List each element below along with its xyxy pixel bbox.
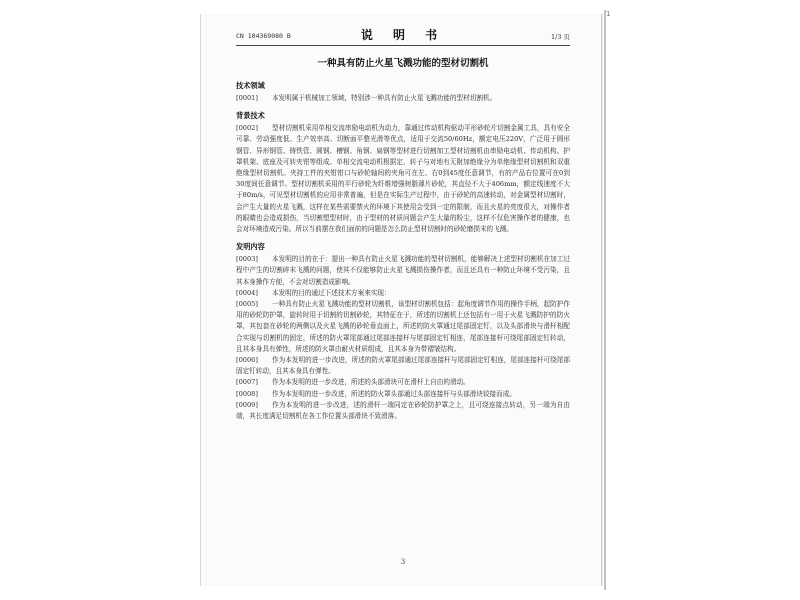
page-of-total: 1/3 页: [550, 33, 570, 41]
page-title: 一种具有防止火星飞溅功能的型材切割机: [317, 58, 489, 69]
paragraph: [236, 93, 570, 104]
page-number: 3: [400, 558, 406, 566]
paragraph-text: 本发明属于机械加工领域，特别涉一种具有防止火星飞溅功能的型材切割机。: [271, 94, 497, 102]
document-body: [236, 80, 570, 422]
paragraph-text: 作为本发明的进一步改进，述的滑杆一端同定在砂轮防护罩之上，且可绕连接点转动，另一端为自由端，其长度满足切割机在各工作位置头部滑块不致滑落。: [236, 400, 570, 421]
paragraph: [236, 377, 570, 388]
paragraph-number: [0008]: [236, 389, 258, 398]
paragraph-number: [0009]: [236, 400, 258, 409]
paragraph-text: 作为本发明的进一步改进，所述的头部滑块可在滑杆上自由的滑动。: [271, 378, 470, 387]
paragraph-text: 本发明的目的在于：提出一种具有防止火星飞溅功能的型材切割机，能够解决上述型材切割机在加工过程中产生的切割碎末飞溅的问题，使其不仅能够防止火星飞溅损伤操作者，而且还具有一种防止环境不受污染，且其本身操作方便，不会对切割造成影响。: [236, 255, 570, 286]
paragraph: [236, 254, 570, 288]
paragraph-text: 作为本发明的进一步改进，所述的防火罩尾部通过尾部连接杆与尾部固定钉相连，尾部连接杆可绕尾部固定钉转动，且其本身具有弹性。: [236, 356, 570, 376]
paragraph: [236, 400, 570, 422]
paragraph-number: [0002]: [236, 124, 258, 133]
section-heading-background: 背景技术: [236, 111, 265, 121]
paragraph: [236, 288, 570, 299]
paragraph-text: 本发明的目的通过下述技术方案来实现：: [271, 288, 391, 297]
header-divider: [236, 45, 570, 46]
page-corner-mark: 1: [606, 10, 611, 18]
section-heading-tech-field: 技术领域: [236, 81, 265, 90]
paragraph-number: [0005]: [236, 300, 258, 309]
page-header: [236, 24, 570, 44]
paragraph: [236, 389, 570, 400]
paragraph: [236, 355, 570, 377]
paragraph-text: 一种具有防止火星飞溅功能的型材切割机，该型材切割机包括：起角度调节作用的操作手柄，起防护作用的砂轮防护罩，旋转时用于切割的切割砂轮，其特征在于，所述的切割机上还包括有一用于火星飞溅防护的防火罩，其包套在砂轮的两侧以及火星飞溅的砂轮垂直面上，所述的防火罩通过尾部固定钉，以及头部滑块与滑杆相配合实现与切割机的固定，所述的防火罩尾部通过尾部连接杆与尾部固定钉相连，尾部连接杆可绕尾部固定钉转动，且其本身具有弹性，所述的防火罩由耐火材质组成，且其本身为带褶皱结构。: [236, 300, 570, 353]
paragraph-number: [0006]: [236, 356, 258, 365]
paragraph-text: 型材切割机采用单相交流串励电动机为动力，靠通过传动机构驱动平形砂轮片切割金属工具，具有安全可靠、劳动强度低、生产效率高、切断面平整光滑等优点，适用于交流50/60Hz，额定电压220V，广泛用于圆形钢管、异形钢管、铸铁管、圆钢、槽钢、角钢、扁钢等型材进行切割加工型材切割机由串励电动机、传动机构、护罩机架、底座及可转夹钳等组成。单相交流电动机根据定、转子与对地有无附加绝缘分为单绝缘型材切割机和双重绝缘型材切割机。夹持工件的夹钳钳口与砂轮轴间的夹角可在左、右0到45度任意调节，有的产品右位置可在0到30度间任意调节。型材切割机采用的平行砂轮为纤维增强树脂薄片砂轮，其直径不大于406mm，额定线速度不大于80m/s，可见型材切割机的应用非常普遍，但是在实际生产过程中，由于砂轮的高速转动，对金属型材切割时，会产生大量的火星飞溅，这样在某些需要禁火的环境下其使用会受到一定的限制，而且火星的亮度很大，对操作者的眼睛也会造成损伤，当切割塑型材时，由于型材的材质问题会产生大量的粉尘，这样不仅危害操作者的健康，也会对环境造成污染。所以当前摆在我们面前的问题是怎么防止型材切割时的砂轮磨损末的飞溅。: [236, 124, 570, 234]
paragraph: [236, 299, 570, 355]
paragraph-number: [0003]: [236, 255, 258, 264]
paragraph: [236, 123, 570, 235]
paragraph-number: [0007]: [236, 378, 258, 387]
paragraph-number: [0001]: [236, 94, 258, 102]
document-type: 说 明 书: [360, 28, 446, 42]
paragraph-text: 作为本发明的进一步改进，所述的防火罩头部通过头部连接杆与头部滑块铰接而成。: [271, 389, 516, 398]
scan-edge-rule: [604, 10, 606, 590]
section-heading-invention: 发明内容: [236, 242, 265, 252]
publication-number: CN 104369080 B: [236, 32, 291, 40]
paragraph-number: [0004]: [236, 288, 258, 297]
